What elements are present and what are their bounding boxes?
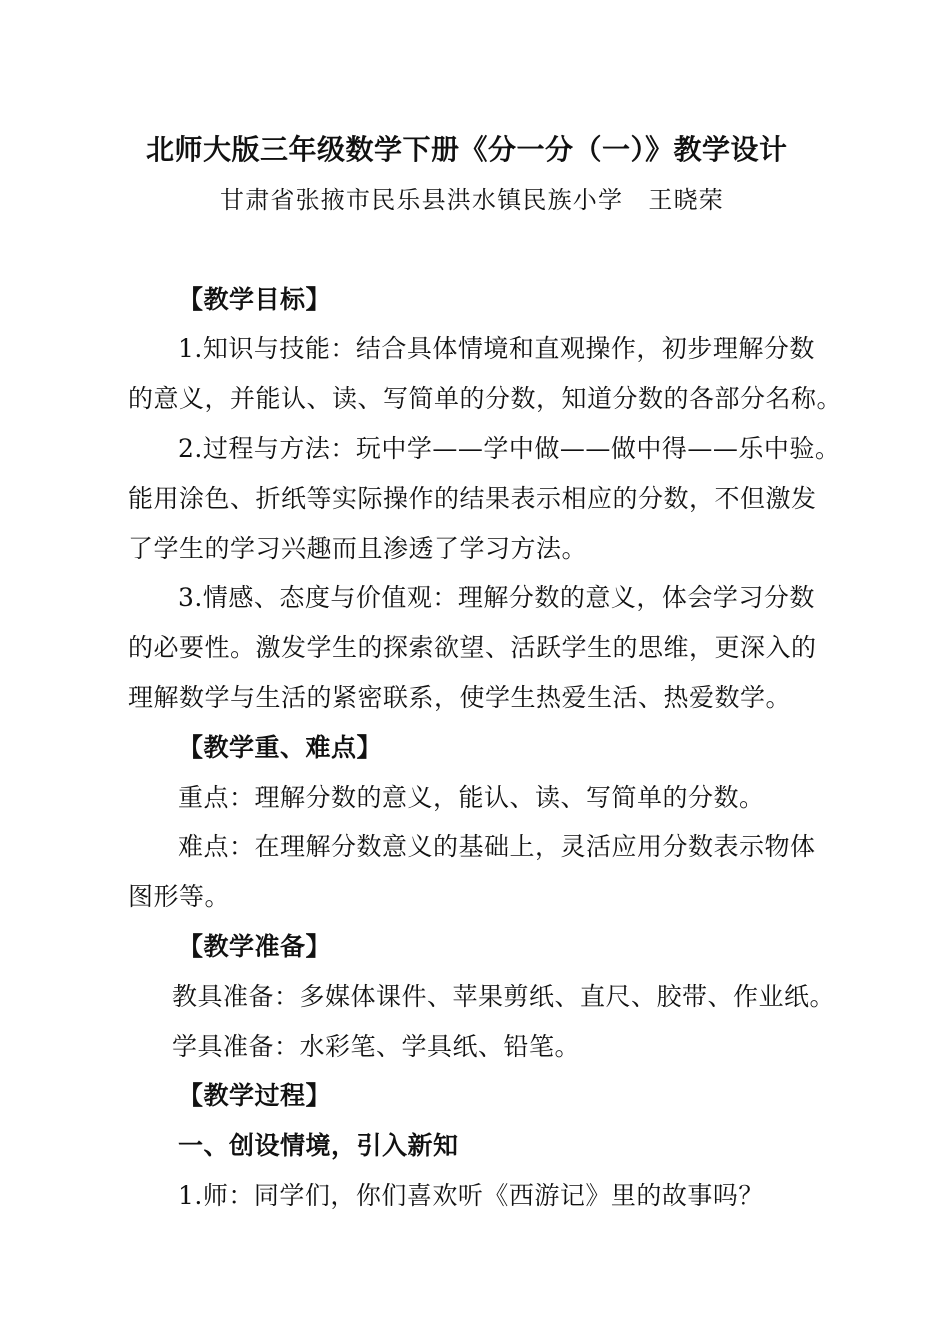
objective-3-line-3: 理解数学与生活的紧密联系，使学生热爱生活、热爱数学。 xyxy=(128,683,792,712)
key-points-heading: 【教学重、难点】 xyxy=(178,733,383,762)
difficulty-line-1: 难点：在理解分数意义的基础上，灵活应用分数表示物体 xyxy=(178,832,816,861)
objective-1-line-2: 的意义，并能认、读、写简单的分数，知道分数的各部分名称。 xyxy=(128,384,843,413)
objective-3-line-1: 3.情感、态度与价值观：理解分数的意义，体会学习分数 xyxy=(178,583,815,612)
process-heading: 【教学过程】 xyxy=(178,1081,332,1110)
teacher-preparation: 教具准备：多媒体课件、苹果剪纸、直尺、胶带、作业纸。 xyxy=(172,982,836,1011)
difficulty-line-2: 图形等。 xyxy=(128,882,231,911)
objective-2-line-2: 能用涂色、折纸等实际操作的结果表示相应的分数，不但激发 xyxy=(128,484,817,513)
section-1-heading: 一、创设情境，引入新知 xyxy=(178,1131,459,1160)
author-line: 甘肃省张掖市民乐县洪水镇民族小学 王晓荣 xyxy=(220,186,724,214)
objective-2-line-3: 了学生的学习兴趣而且渗透了学习方法。 xyxy=(128,534,588,563)
preparation-heading: 【教学准备】 xyxy=(178,932,332,961)
student-preparation: 学具准备：水彩笔、学具纸、铅笔。 xyxy=(172,1032,581,1061)
question-1-line: 1.师：同学们，你们喜欢听《西游记》里的故事吗？ xyxy=(178,1181,764,1210)
objectives-heading: 【教学目标】 xyxy=(178,285,332,314)
document-title: 北师大版三年级数学下册《分一分（一）》教学设计 xyxy=(146,133,788,166)
objective-2-line-1: 2.过程与方法：玩中学——学中做——做中得——乐中验。 xyxy=(178,434,841,463)
objective-1-line-1: 1.知识与技能：结合具体情境和直观操作，初步理解分数 xyxy=(178,334,815,363)
objective-3-line-2: 的必要性。激发学生的探索欲望、活跃学生的思维，更深入的 xyxy=(128,633,817,662)
focus-line: 重点：理解分数的意义，能认、读、写简单的分数。 xyxy=(178,783,765,812)
